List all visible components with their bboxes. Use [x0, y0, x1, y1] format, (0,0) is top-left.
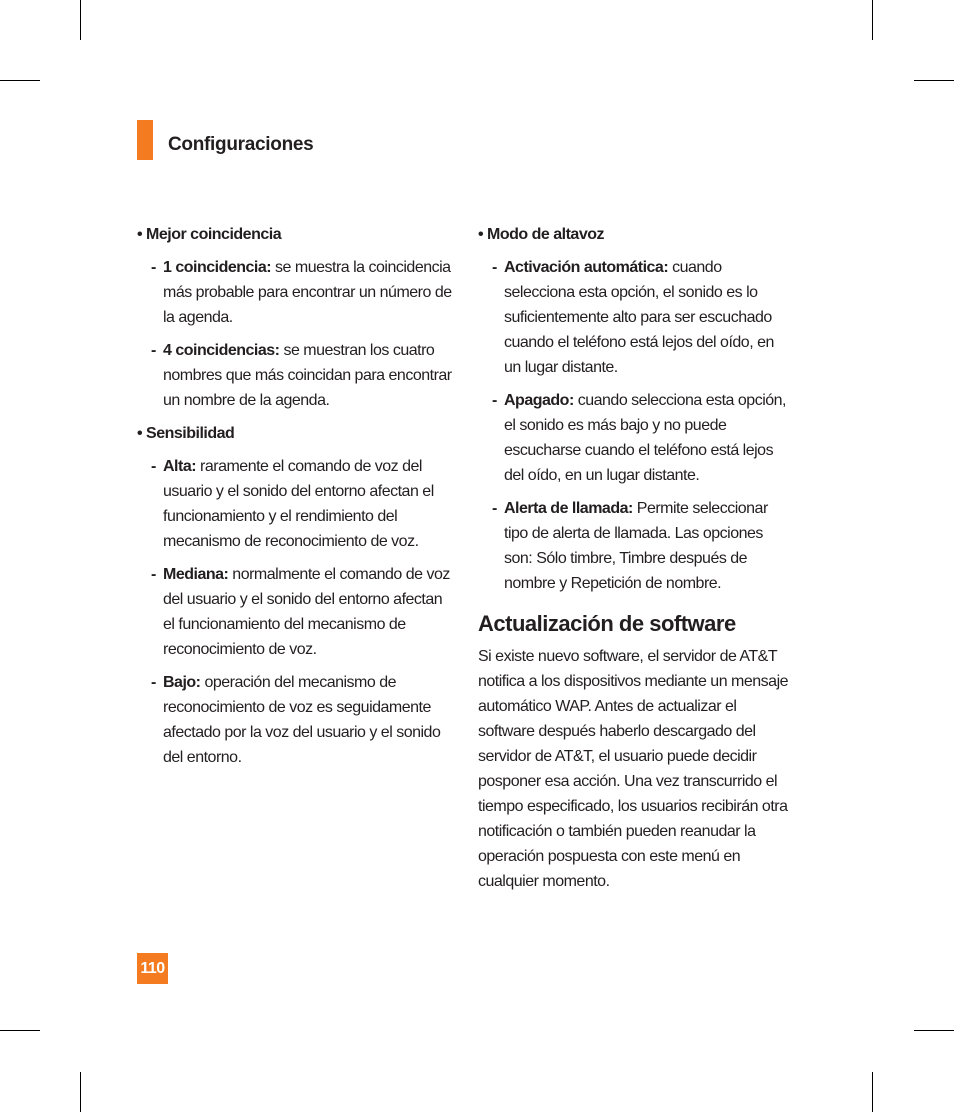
list-item: - Alta: raramente el comando de voz del usuario y el sonido del entorno afectan el funcionamiento y el rendimiento del mecanismo de reconocimiento de voz.	[151, 458, 434, 550]
crop-mark	[80, 1072, 81, 1112]
item-label: 1 coincidencia:	[163, 259, 272, 276]
list-item: - Alerta de llamada: Permite seleccionar tipo de alerta de llamada. Las opciones son: Sólo timbre, Timbre después de nombre y Repetición de nombre.	[492, 500, 768, 592]
right-column	[478, 222, 794, 894]
left-column	[137, 222, 453, 778]
item-label: Apagado:	[504, 392, 574, 409]
crop-mark	[914, 80, 954, 81]
item-text: cuando selecciona esta opción, el sonido es más bajo y no puede escucharse cuando el teléfono está lejos del oído, en un lugar distante.	[504, 392, 786, 484]
list-item: - Bajo: operación del mecanismo de reconocimiento de voz es seguidamente afectado por la voz del usuario y el sonido del entorno.	[151, 674, 441, 766]
item-text: cuando selecciona esta opción, el sonido es lo suficientemente alto para ser escuchado cuando el teléfono está lejos del oído, en un lugar distante.	[504, 259, 774, 376]
software-update-heading: Actualización de software	[478, 611, 736, 636]
item-label: Mediana:	[163, 566, 229, 583]
item-text: se muestra la coincidencia más probable para encontrar un número de la agenda.	[163, 259, 452, 326]
item-text: se muestran los cuatro nombres que más coincidan para encontrar un nombre de la agenda.	[163, 342, 452, 409]
software-update-body: Si existe nuevo software, el servidor de AT&T notifica a los dispositivos mediante un mensaje automático WAP. Antes de actualizar el software después haberlo descargado del servidor de AT&T, el usuario puede decidir posponer esa acción. Una vez transcurrido el tiempo especificado, los usuarios recibirán otra notificación o también pueden reanudar la operación pospuesta con este menú en cualquier momento.	[478, 648, 789, 890]
list-item: - Mediana: normalmente el comando de voz del usuario y el sonido del entorno afectan el funcionamiento del mecanismo de reconocimiento de voz.	[151, 566, 450, 658]
bullet-modo-altavoz: • Modo de altavoz	[478, 226, 604, 243]
list-item: - 4 coincidencias: se muestran los cuatro nombres que más coincidan para encontrar un nombre de la agenda.	[151, 342, 452, 409]
page-number: 110	[137, 953, 168, 984]
item-text: normalmente el comando de voz del usuario y el sonido del entorno afectan el funcionamiento del mecanismo de reconocimiento de voz.	[163, 566, 450, 658]
crop-mark	[872, 0, 873, 40]
item-label: Alerta de llamada:	[504, 500, 633, 517]
crop-mark	[80, 0, 81, 40]
crop-mark	[872, 1072, 873, 1112]
item-label: Bajo:	[163, 674, 201, 691]
item-label: 4 coincidencias:	[163, 342, 280, 359]
crop-mark	[0, 80, 40, 81]
item-label: Activación automática:	[504, 259, 669, 276]
item-text: raramente el comando de voz del usuario y el sonido del entorno afectan el funcionamiento y el rendimiento del mecanismo de reconocimiento de voz.	[163, 458, 434, 550]
item-label: Alta:	[163, 458, 197, 475]
list-item: - Apagado: cuando selecciona esta opción, el sonido es más bajo y no puede escucharse cuando el teléfono está lejos del oído, en un lugar distante.	[492, 392, 786, 484]
bullet-sensibilidad: • Sensibilidad	[137, 425, 235, 442]
bullet-mejor-coincidencia: • Mejor coincidencia	[137, 226, 282, 243]
item-text: Permite seleccionar tipo de alerta de llamada. Las opciones son: Sólo timbre, Timbre después de nombre y Repetición de nombre.	[504, 500, 768, 592]
section-marker	[137, 120, 153, 160]
crop-mark	[0, 1030, 40, 1031]
section-title: Configuraciones	[168, 134, 314, 155]
item-text: operación del mecanismo de reconocimiento de voz es seguidamente afectado por la voz del usuario y el sonido del entorno.	[163, 674, 441, 766]
crop-mark	[914, 1030, 954, 1031]
list-item: - 1 coincidencia: se muestra la coincidencia más probable para encontrar un número de la agenda.	[151, 259, 452, 326]
list-item: - Activación automática: cuando selecciona esta opción, el sonido es lo suficientemente alto para ser escuchado cuando el teléfono está lejos del oído, en un lugar distante.	[492, 259, 774, 376]
